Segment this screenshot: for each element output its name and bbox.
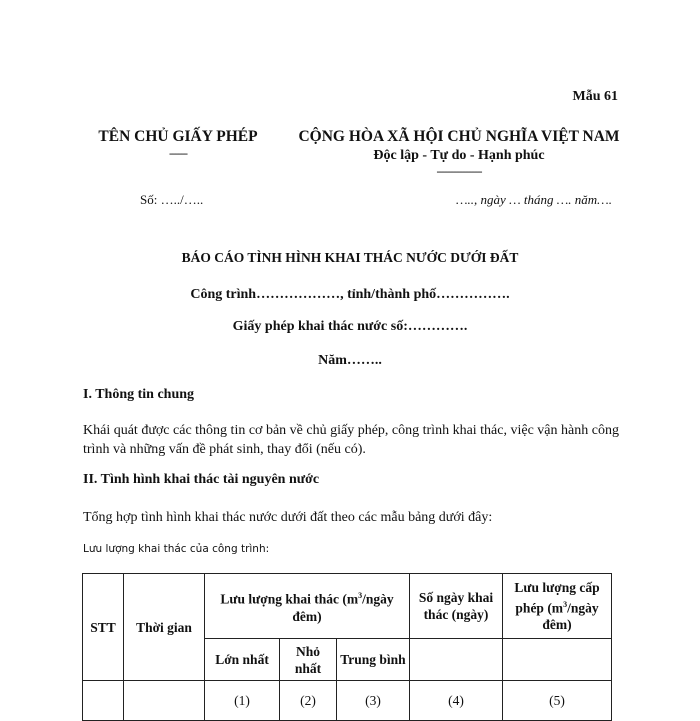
header-days: Số ngày khai thác (ngày) — [410, 574, 503, 639]
report-title: BÁO CÁO TÌNH HÌNH KHAI THÁC NƯỚC DƯỚI ĐẤT — [181, 250, 519, 265]
holder-underline: ------ — [169, 146, 187, 160]
index-3: (3) — [337, 681, 410, 721]
nation-name: CỘNG HÒA XÃ HỘI CHỦ NGHĨA VIỆT NAM — [298, 128, 620, 145]
nation-header — [280, 128, 638, 178]
header-days-blank — [410, 639, 503, 681]
index-time — [124, 681, 205, 721]
section-2-text: Tổng hợp tình hình khai thác nước dưới đất theo các mẫu bảng dưới đây: — [83, 510, 493, 525]
section-1-text: Khái quát được các thông tin cơ bản về chủ giấy phép, công trình khai thác, việc vận hành công trình và những vấn đề phát sinh, thay đổi (nếu có). — [83, 423, 619, 457]
header-min: Nhỏ nhất — [280, 639, 337, 681]
index-4: (4) — [410, 681, 503, 721]
license-line: Giấy phép khai thác nước số:…………. — [232, 319, 468, 334]
index-2: (2) — [280, 681, 337, 721]
year-line: Năm…….. — [318, 353, 382, 368]
project-line: Công trình………………, tỉnh/thành phố……………. — [190, 287, 510, 302]
section-1-heading: I. Thông tin chung — [83, 387, 195, 402]
flow-table — [82, 573, 612, 721]
document-number: Số: …../….. — [140, 192, 204, 207]
header-time: Thời gian — [124, 574, 205, 681]
document-date: ….., ngày … tháng …. năm…. — [455, 192, 612, 207]
header-avg: Trung bình — [337, 639, 410, 681]
holder-header — [88, 128, 268, 160]
index-stt — [83, 681, 124, 721]
section-2-heading: II. Tình hình khai thác tài nguyên nước — [83, 472, 320, 487]
header-flow: Lưu lượng khai thác ($m^3$/ngày đêm) — [205, 574, 410, 639]
header-licensed: Lưu lượng cấp phép ($m^3$/ngày đêm) — [503, 574, 612, 639]
header-max: Lớn nhất — [205, 639, 280, 681]
header-licensed-blank — [503, 639, 612, 681]
table-caption: Lưu lượng khai thác của công trình: — [83, 543, 270, 555]
holder-title: TÊN CHỦ GIẤY PHÉP — [98, 128, 258, 145]
nation-underline: --------------- — [436, 164, 482, 178]
index-1: (1) — [205, 681, 280, 721]
form-code: Mẫu 61 — [572, 89, 618, 104]
header-stt: STT — [83, 574, 124, 681]
index-5: (5) — [503, 681, 612, 721]
nation-motto: Độc lập - Tự do - Hạnh phúc — [373, 148, 545, 163]
